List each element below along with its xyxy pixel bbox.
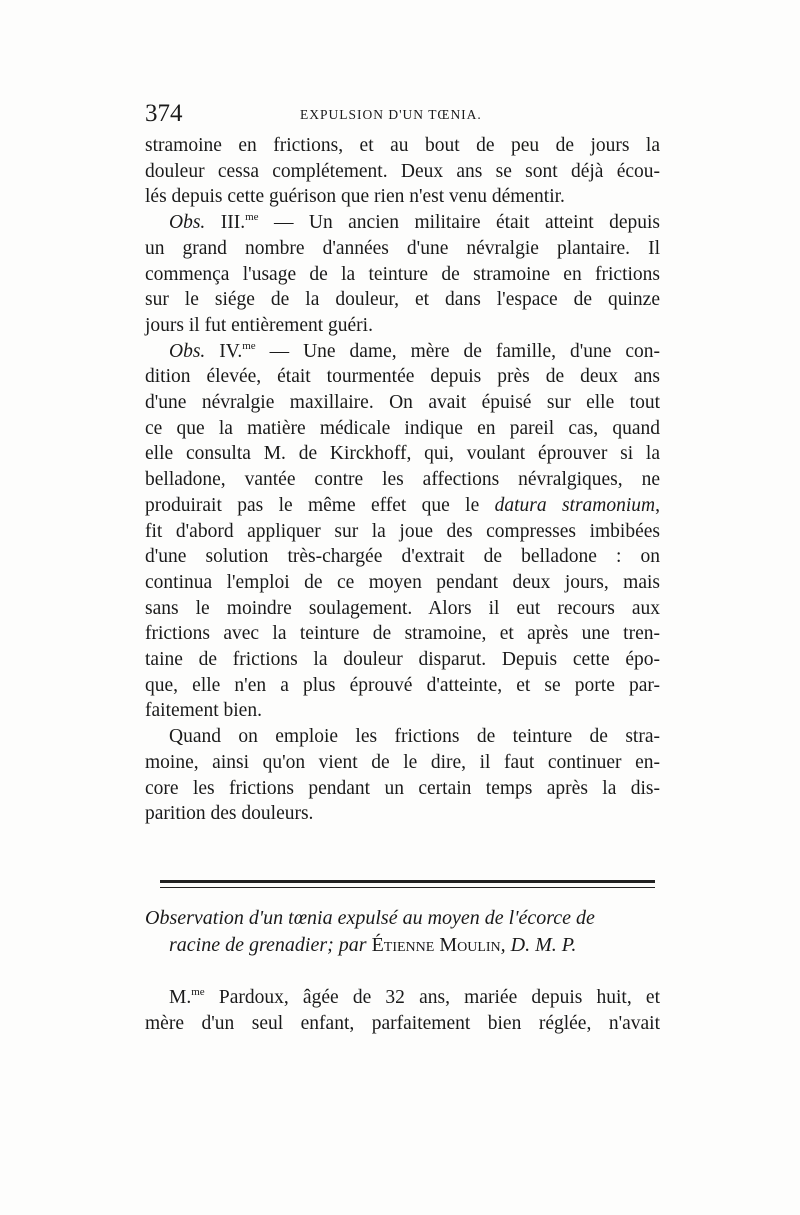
page-header [145,100,660,128]
text-line: Quand on emploie les frictions de teinture de stra- [169,726,660,748]
obs-number-sup: me [242,339,256,352]
obs-label: Obs. [169,212,206,234]
text-line: faitement bien. [145,700,262,722]
text-line: mère d'un seul enfant, parfaitement bien réglée, n'avait [145,1012,660,1034]
text-line-with-italic [145,493,660,519]
text-line: que, elle n'en a plus éprouvé d'atteinte, et se porte par- [145,674,660,696]
text-line: dition élevée, était tourmentée depuis près de deux ans [145,366,660,388]
text-line: frictions avec la teinture de stramoine, et après une tren- [145,623,660,645]
obs-text: — Un ancien militaire était atteint depuis [258,212,661,234]
text-line: continua l'emploi de ce moyen pendant deux jours, mais [145,571,660,593]
text-line: commença l'usage de la teinture de stramoine en frictions [145,263,660,285]
article-opening [145,985,660,1036]
observation-3-first-line [145,210,660,236]
text-line: belladone, vantée contre les affections névralgiques, ne [145,469,660,491]
obs-number-sup: me [245,211,259,224]
obs-label: Obs. [169,340,206,362]
author-name: Étienne Moulin [371,934,501,956]
page-number: 374 [145,100,183,127]
title-fragment: racine de grenadier; par [169,934,372,956]
article-title [145,905,660,959]
text-line: sans le moindre soulagement. Alors il eut recours aux [145,597,660,619]
text-line: moine, ainsi qu'on vient de le dire, il faut continuer en- [145,751,660,773]
text-line: lés depuis cette guérison que rien n'est venu démentir. [145,186,565,208]
obs-number: III. [220,212,246,234]
text-line [145,985,660,1011]
running-head: EXPULSION D'UN TŒNIA. [300,107,482,122]
text-line: jours il fut entièrement guéri. [145,314,373,336]
text-fragment: , [655,494,660,516]
text-line: core les frictions pendant un certain temps après la dis- [145,777,660,799]
text-line: taine de frictions la douleur disparut. Depuis cette épo- [145,649,660,671]
text-fragment: produirait pas le même effet que le [145,494,495,516]
section-rule-thick [160,880,655,883]
text-line: sur le siége de la douleur, et dans l'espace de quinze [145,289,660,311]
observation-4-first-line [145,339,660,365]
text-line: stramoine en frictions, et au bout de peu de jours la [145,135,660,156]
section-rule-thin [160,887,655,888]
text-line: d'une solution très-chargée d'extrait de belladone : on [145,546,660,568]
title-line-1: Observation d'un tœnia expulsé au moyen de l'écorce de [145,907,595,929]
text-line: elle consulta M. de Kirckhoff, qui, voulant éprouver si la [145,443,660,465]
obs-number: IV. [219,340,243,362]
text-line: d'une névralgie maxillaire. On avait épuisé sur elle tout [145,392,660,414]
title-line-2 [145,932,660,959]
obs-text: — Une dame, mère de famille, d'une con- [255,340,660,362]
honorific-sup: me [191,986,205,998]
text-line: ce que la matière médicale indique en pareil cas, quand [145,417,660,439]
text-line: douleur cessa complétement. Deux ans se sont déjà écou- [145,160,660,182]
text-line: parition des douleurs. [145,803,314,825]
text-fragment: Pardoux, âgée de 32 ans, mariée depuis huit, et [204,987,660,1008]
text-line: fit d'abord appliquer sur la joue des compresses imbibées [145,520,660,542]
main-text [145,133,660,827]
text-line: un grand nombre d'années d'une névralgie plantaire. Il [145,237,660,259]
honorific: M. [169,987,192,1008]
italic-term: datura stramonium [494,494,656,516]
title-fragment: , D. M. P. [500,934,577,956]
